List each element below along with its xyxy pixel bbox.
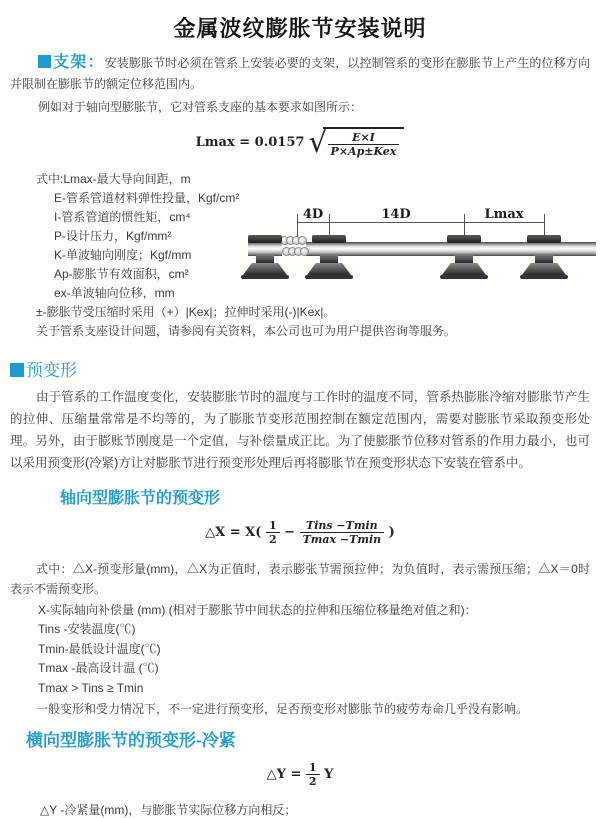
axial-note-text: 一般变形和受力情况下，不一定进行预变形，足否预变形对膨胀节的疲劳寿命几乎没有影响。 bbox=[36, 702, 529, 716]
temperature-fraction: $\frac{\text{Tins −Tmin}}{Tmax -Tmin}$ bbox=[300, 519, 385, 546]
temp-inequality: Tmax > Tins ≥ Tmin bbox=[38, 680, 144, 695]
definition-line: I-管系管道的惯性矩，cm⁴ bbox=[54, 210, 191, 224]
dim-label-lmax: Lmax bbox=[480, 207, 527, 222]
dim-label-14d: 14D bbox=[377, 207, 414, 222]
support-example-text: 例如对于轴向型膨胀节，它对管系支座的基本要求如图所示： bbox=[38, 100, 363, 114]
support-consult-note: 关于管系支座设计问题，请参阅有关资料，本公司也可为用户提供咨询等服务。 bbox=[36, 324, 457, 338]
lateral-predeform-heading: 横向型膨胀节的预变形-冷紧 bbox=[26, 731, 236, 750]
lmax-formula-lhs: Lmax = 0.0157 bbox=[195, 135, 305, 150]
temp-line: Tins -安装温度(℃) bbox=[38, 622, 136, 636]
lmax-formula bbox=[0, 125, 600, 161]
minus-sign: − bbox=[284, 525, 296, 540]
dim-label-4d: 4D bbox=[299, 207, 327, 222]
lateral-formula bbox=[0, 761, 600, 791]
definition-line: K-单波轴向刚度；Kgf/mm bbox=[54, 248, 192, 262]
close-paren: ) bbox=[388, 525, 395, 540]
radical-body bbox=[323, 127, 405, 158]
axial-formula bbox=[0, 519, 600, 551]
definition-line: P-设计压力，Kgf/mm² bbox=[54, 229, 172, 243]
support-section-heading: 支架： bbox=[53, 54, 105, 71]
temperature-definitions bbox=[38, 620, 600, 698]
definition-line: E-管系管道材料弹性投量，Kgf/cm² bbox=[54, 191, 240, 205]
definition-line: 式中:Lmax-最大导向间距，m bbox=[36, 172, 191, 186]
axial-formula-lhs: △X = X( bbox=[205, 525, 262, 540]
predeform-body-text: 由于管系的工作温度变化，安装膨胀节时的温度与工作时的温度不同，管系热膨胀冷缩对膨胀节产生的拉伸、压缩量常常是不均等的，为了膨胀节变形范围控制在额定范围内，需要对膨胀节采取预变形处理。另外，由于膨账节刚度是一个定值，与补偿量成正比。为了使膨胀节位移对管系的作用力最小，也可以采用预变形(冷紧)方让对膨胀节进行预变形处理后再将膨胀节在预变形状态下安装在管系中。 bbox=[10, 390, 590, 470]
temp-line: Tmax -最高设计温 (℃) bbox=[38, 661, 159, 675]
support-intro-text: 安装膨胀节时必须在管系上安装必要的支架，以控制管系的变形在膨胀节上产生的位移方向并限制在膨胀节的额定位移范围内。 bbox=[10, 56, 590, 91]
one-half-fraction: $\frac{1}{2}$ bbox=[266, 519, 280, 546]
temp-line: Tmin-最低设计温度(℃) bbox=[38, 641, 161, 656]
document-page bbox=[0, 12, 600, 817]
axial-x-definition: X-实际轴向补偿量 (mm) (相对于膨胀节中间状态的拉伸和压缩位移量绝对值之和)： bbox=[38, 603, 477, 617]
lmax-formula-numerator: E×I bbox=[328, 131, 400, 145]
definition-line: Ap-膨胀节有效面积，cm² bbox=[54, 267, 189, 281]
section-bullet-square bbox=[38, 55, 51, 68]
lmax-formula-denominator: P×Ap±Kex bbox=[330, 145, 397, 158]
symbol-definitions bbox=[36, 170, 600, 341]
axial-predeform-heading: 轴向型膨胀节的预变形 bbox=[60, 490, 221, 507]
radical-sign-icon: √ bbox=[308, 125, 328, 160]
lateral-desc-text: △Y -冷紧量(mm)，与膨胀节实际位移方向相反； bbox=[40, 803, 297, 817]
page-title: 金属波纹膨胀节安装说明 bbox=[173, 16, 427, 41]
definition-line: ex-单波轴向位移，mm bbox=[54, 286, 175, 300]
lateral-formula-rhs: Y bbox=[324, 767, 334, 782]
predeform-section-heading: 预变形 bbox=[10, 356, 590, 381]
one-half-fraction: $\frac{1}{2}$ bbox=[306, 761, 320, 788]
axial-desc-text: 式中：△X-预变形量(mm)，△X为正值时，表示膨张节需预拉伸；为负值时，表示需预压缩；△X＝0时表示不需预变形。 bbox=[10, 562, 590, 596]
lateral-formula-lhs: △Y = bbox=[266, 767, 302, 782]
support-intro-paragraph bbox=[10, 52, 590, 95]
section-bullet-square bbox=[10, 363, 24, 377]
definition-line: ±-膨胀节受压缩时采用（+）|Kex|；拉伸时采用(-)|Kex|。 bbox=[36, 305, 336, 319]
